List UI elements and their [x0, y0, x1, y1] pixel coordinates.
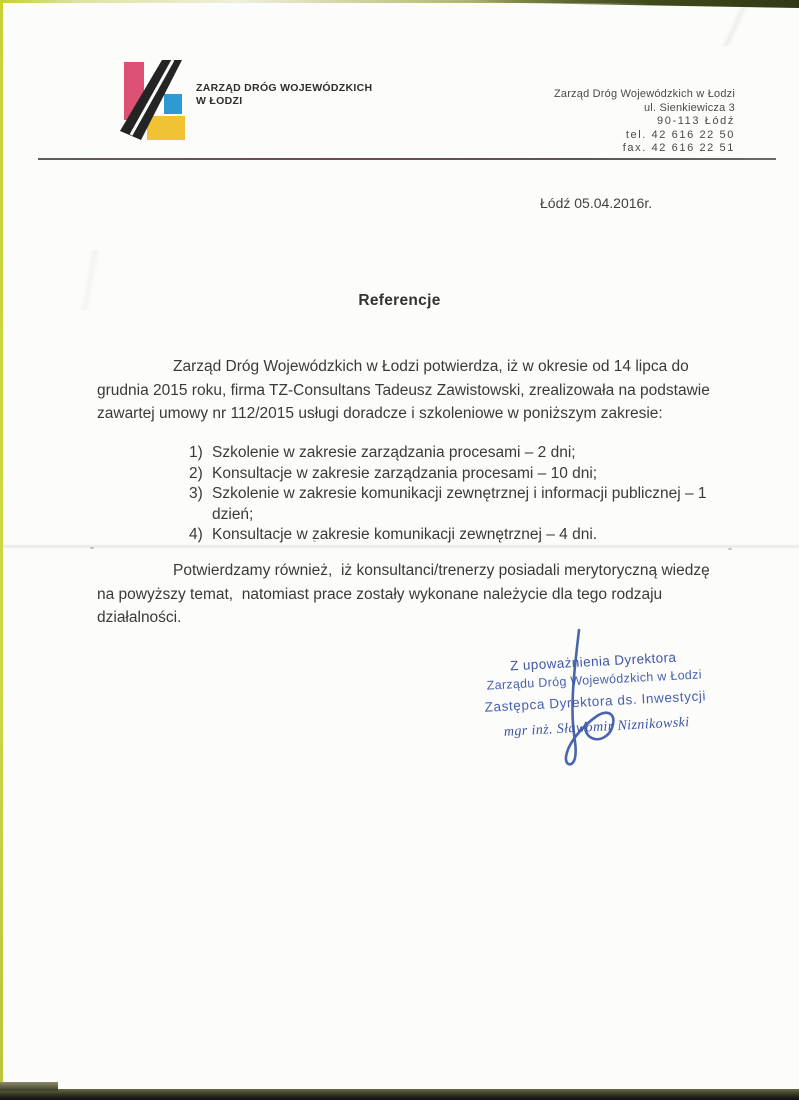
scan-edge-bottom — [0, 1089, 799, 1100]
scan-edge-top-right — [469, 0, 799, 8]
scan-speck — [90, 547, 94, 549]
address-fax: fax. 42 616 22 51 — [622, 142, 735, 154]
list-text: Konsultacje w zakresie zarządzania procesami – 10 dni; — [212, 464, 598, 482]
scan-edge-left — [0, 0, 3, 1100]
list-number: 3) — [189, 485, 203, 502]
paragraph-intro: Zarząd Dróg Wojewódzkich w Łodzi potwierdza, iż w okresie od 14 lipca do grudnia 2015 roku, firma TZ-Consultans Tadeusz Zawistowski, zrealizowała na podstawie zawartej umowy nr 112/2015 usługi doradcze i szkoleniowe w poniższym zakresie: — [97, 358, 715, 422]
handwritten-signature — [546, 626, 626, 776]
list-item-3 — [189, 484, 714, 525]
scan-speck — [728, 548, 732, 550]
list-text: Szkolenie w zakresie zarządzania procesami – 2 dni; — [212, 444, 576, 461]
address-street: ul. Sienkiewicza 3 — [643, 101, 735, 114]
list-text: Konsultacje w zakresie komunikacji zewnętrznej – 4 dni. — [212, 526, 598, 543]
letterhead-address — [435, 88, 735, 156]
list-item-2 — [189, 464, 714, 485]
address-city: 90-113 Łódź — [657, 115, 735, 127]
stamp-line-authorization: Z upoważnienia Dyrektora — [509, 649, 677, 674]
address-org: Zarząd Dróg Wojewódzkich w Łodzi — [553, 88, 735, 100]
stamp-line-org: Zarządu Dróg Wojewódzkich w Łodzi — [486, 667, 703, 693]
header-divider — [38, 158, 776, 160]
org-name-line1: ZARZĄD DRÓG WOJEWÓDZKICH — [196, 82, 373, 94]
stamp-line-position: Zastępca Dyrektora ds. Inwestycji — [484, 688, 707, 715]
scan-edge-bottom-step — [0, 1082, 58, 1091]
zdw-road-logo-icon — [120, 60, 192, 142]
paper-crease-top-right — [680, 6, 790, 46]
list-text: Szkolenie w zakresie komunikacji zewnętrznej i informacji publicznej – 1 dzień; — [212, 485, 707, 523]
org-name-line2: W ŁODZI — [196, 95, 243, 107]
list-number: 4) — [189, 526, 203, 543]
document-title: Referencje — [358, 292, 441, 309]
dateline: Łódź 05.04.2016r. — [540, 195, 653, 211]
list-number: 2) — [189, 464, 203, 482]
address-tel: tel. 42 616 22 50 — [625, 128, 735, 141]
list-item-4 — [189, 525, 714, 546]
list-item-1 — [189, 443, 714, 464]
stamp-line-name: mgr inż. Sławomir Niznikowski — [503, 715, 690, 740]
services-list — [189, 443, 714, 546]
list-number: 1) — [189, 444, 203, 461]
paragraph-closing: Potwierdzamy również, iż konsultanci/trenerzy posiadali merytoryczną wiedzę na powyższy temat, natomiast prace zostały wykonane należycie dla tego rodzaju działalności. — [97, 562, 714, 626]
org-name — [196, 82, 372, 108]
